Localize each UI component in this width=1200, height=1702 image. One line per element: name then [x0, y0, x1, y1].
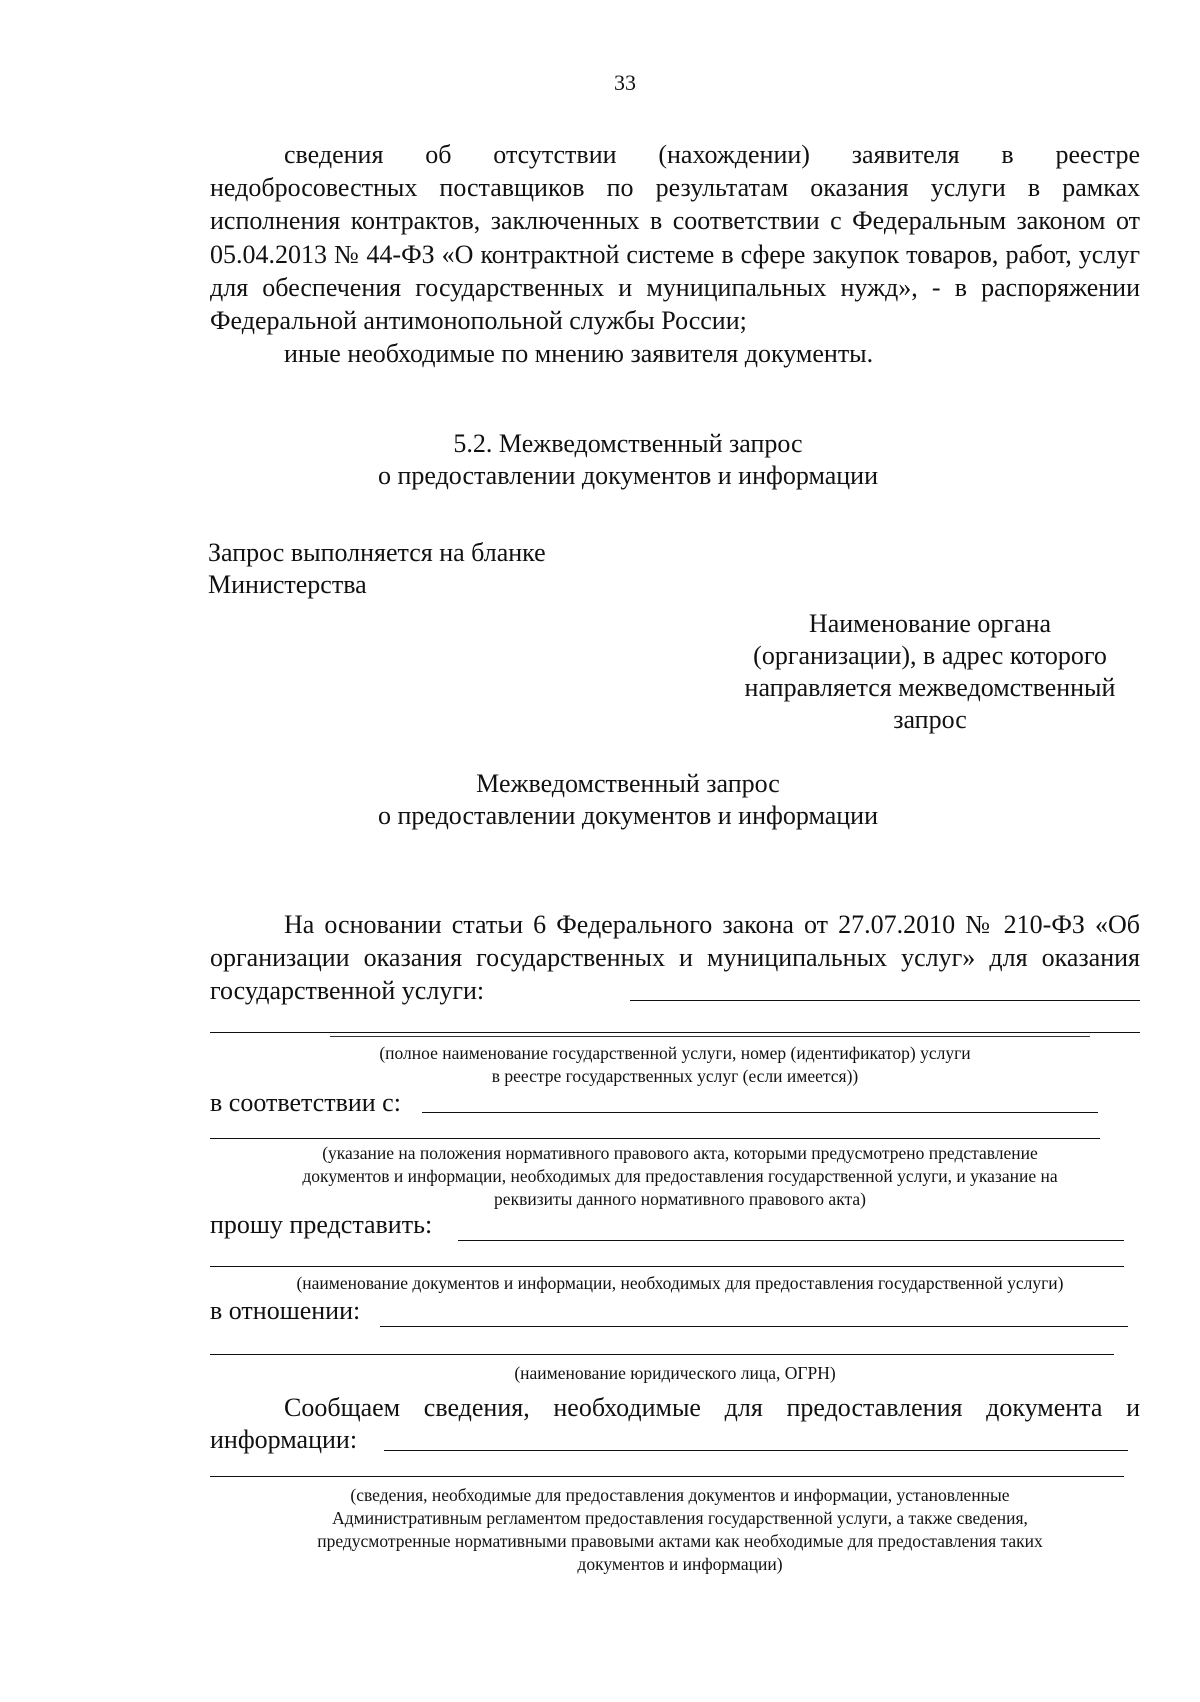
addressee-line: (организации), в адрес которого [753, 641, 1107, 670]
service-full-line[interactable] [210, 1032, 1140, 1033]
basis-paragraph [210, 908, 1140, 1008]
inform-full-line[interactable] [210, 1476, 1124, 1477]
request-title [0, 768, 1200, 832]
inform-paragraph [210, 1392, 1140, 1456]
request-title-line: Межведомственный запрос [476, 769, 780, 798]
accordance-hint [210, 1142, 1150, 1211]
section-heading [0, 428, 1200, 492]
inform-hint [210, 1484, 1150, 1576]
request-hint: (наименование документов и информации, необходимых для предоставления государственной услуги) [296, 1273, 1064, 1293]
service-hint [210, 1042, 1140, 1088]
accordance-input-line[interactable] [422, 1112, 1098, 1113]
addressee-line: Наименование органа [808, 609, 1052, 638]
inform-line: Сообщаем сведения, необходимые для предоставления документа и [284, 1393, 1140, 1422]
basis-text: На основании статьи 6 Федерального закона от 27.07.2010 № 210-ФЗ «Об организации оказания государственных и муниципальных услуг» для оказания государственной услуги: [210, 910, 1140, 1006]
accordance-hint-line: документов и информации, необходимых для предоставления государственной услуги, и указание на [302, 1166, 1058, 1186]
service-input-line[interactable] [630, 1000, 1140, 1001]
regarding-hint: (наименование юридического лица, ОГРН) [514, 1363, 836, 1383]
intro-paragraph-other-documents: иные необходимые по мнению заявителя документы. [284, 339, 874, 369]
divider-line [330, 1036, 1090, 1037]
inform-line: информации: [210, 1425, 358, 1454]
accordance-hint-line: реквизиты данного нормативного правового акта) [494, 1189, 866, 1209]
request-full-line[interactable] [210, 1266, 1124, 1267]
inform-hint-line: Административным регламентом предоставления государственной услуги, а также сведения, [332, 1508, 1028, 1528]
service-hint-line: в реестре государственных услуг (если имеется)) [491, 1066, 859, 1086]
intro-text [210, 138, 1140, 370]
blank-note [208, 537, 546, 601]
blank-note-line: Запрос выполняется на бланке [208, 538, 546, 567]
intro-paragraph-registry: сведения об отсутствии (нахождении) заявителя в реестре недобросовестных поставщиков по результатам оказания услуги в рамках исполнения контрактов, заключенных в соответствии с Федеральным законом от 05.04.2013 № 44-ФЗ «О контрактной системе в сфере закупок товаров, работ, услуг для обеспечения государственных и муниципальных нужд», - в распоряжении Федеральной антимонопольной службы России; [210, 140, 1140, 336]
section-heading-line: 5.2. Межведомственный запрос [453, 429, 803, 458]
addressee-line: направляется межведомственный [744, 673, 1116, 702]
page-number: 33 [614, 70, 636, 95]
accordance-hint-line: (указание на положения нормативного правового акта, которыми предусмотрено представление [322, 1143, 1038, 1163]
regarding-full-line[interactable] [210, 1354, 1114, 1355]
regarding-label: в отношении: [210, 1296, 361, 1325]
blank-note-line: Министерства [208, 570, 367, 599]
regarding-input-line[interactable] [380, 1326, 1128, 1327]
inform-hint-line: предусмотренные нормативными правовыми актами как необходимые для предоставления таких [317, 1531, 1043, 1551]
inform-hint-line: (сведения, необходимые для предоставления документов и информации, установленные [350, 1485, 1010, 1505]
addressee-block [720, 608, 1140, 736]
inform-hint-line: документов и информации) [577, 1554, 783, 1574]
inform-input-line[interactable] [384, 1450, 1128, 1451]
request-title-line: о предоставлении документов и информации [377, 801, 879, 830]
addressee-line: запрос [893, 705, 967, 734]
request-label: прошу представить: [210, 1210, 433, 1239]
accordance-full-line[interactable] [210, 1138, 1100, 1139]
service-hint-line: (полное наименование государственной услуги, номер (идентификатор) услуги [379, 1043, 971, 1063]
accordance-label: в соответствии с: [210, 1088, 401, 1117]
section-heading-line: о предоставлении документов и информации [377, 461, 879, 490]
request-input-line[interactable] [458, 1240, 1124, 1241]
